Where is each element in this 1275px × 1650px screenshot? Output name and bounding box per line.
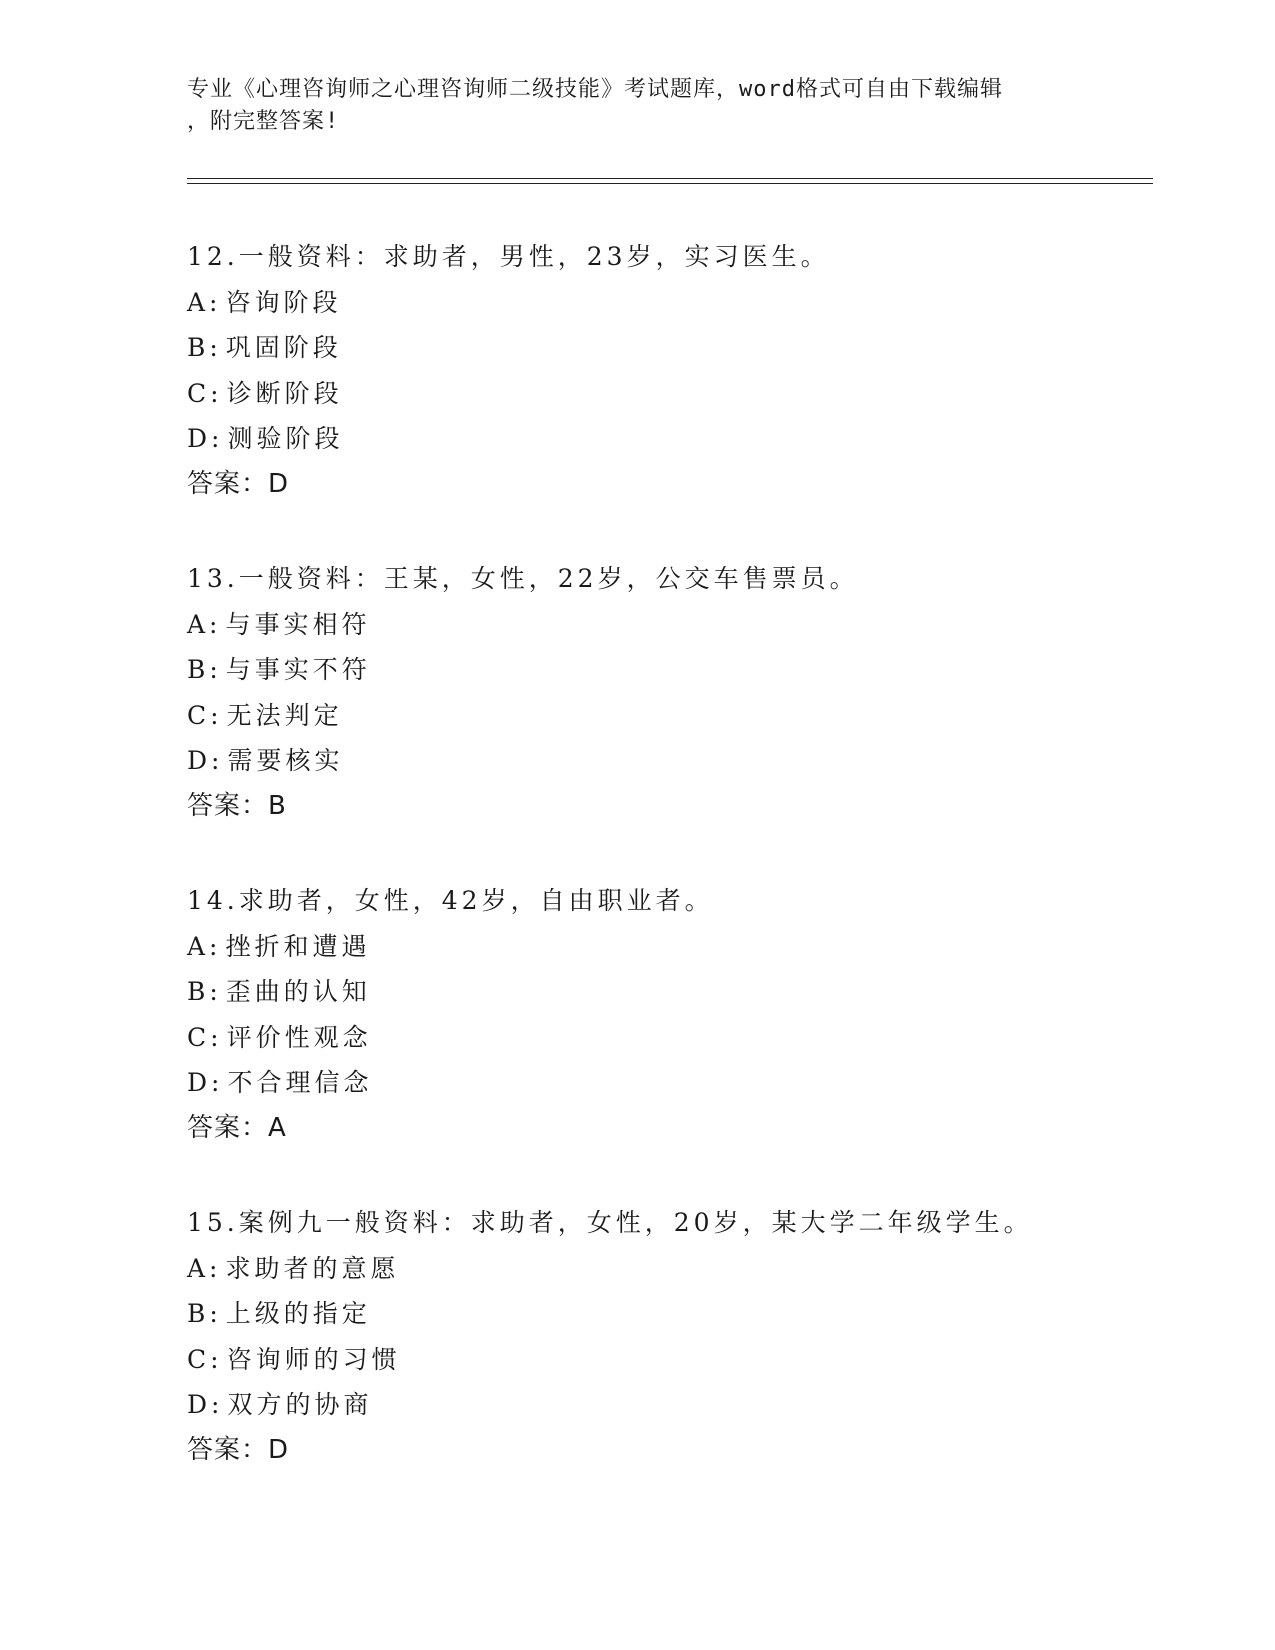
option-text: 歪曲的认知 <box>225 977 371 1006</box>
document-header <box>187 74 1087 138</box>
option-text: 与事实不符 <box>225 655 371 684</box>
option-text: 评价性观念 <box>226 1022 372 1052</box>
option-b <box>187 325 1137 371</box>
option-text: 挫折和遭遇 <box>225 931 371 961</box>
option-a <box>187 924 1137 970</box>
option-letter: B: <box>187 977 222 1006</box>
header-line-1: 专业《心理咨询师之心理咨询师二级技能》考试题库，word格式可自由下载编辑 <box>187 77 1003 102</box>
option-text: 上级的指定 <box>225 1299 371 1328</box>
option-letter: B: <box>187 333 222 362</box>
question-14 <box>187 878 1137 1151</box>
option-b <box>187 969 1137 1015</box>
answer-line: 答案：A <box>187 1112 287 1143</box>
question-12 <box>187 234 1137 507</box>
question-15 <box>187 1200 1137 1473</box>
answer-line: 答案：D <box>187 1434 290 1465</box>
option-letter: C: <box>187 1344 223 1374</box>
option-letter: D: <box>187 1390 224 1419</box>
question-title: 14.求助者，女性，42岁，自由职业者。 <box>187 886 714 915</box>
option-b <box>187 647 1137 693</box>
option-letter: A: <box>187 287 222 317</box>
option-letter: B: <box>187 655 222 684</box>
option-letter: C: <box>187 378 223 408</box>
option-letter: B: <box>187 1299 222 1328</box>
header-line-2: ，附完整答案! <box>187 109 340 134</box>
question-title: 13.一般资料：王某，女性，22岁，公交车售票员。 <box>187 564 859 593</box>
option-c <box>187 1337 1137 1383</box>
option-a <box>187 1246 1137 1292</box>
answer-line: 答案：B <box>187 790 287 821</box>
option-c <box>187 1015 1137 1061</box>
option-letter: C: <box>187 700 223 730</box>
option-d <box>187 1382 1137 1428</box>
option-text: 咨询师的习惯 <box>226 1344 401 1374</box>
option-text: 不合理信念 <box>227 1068 373 1097</box>
header-divider-bottom <box>187 183 1153 184</box>
question-title: 12.一般资料：求助者，男性，23岁，实习医生。 <box>187 242 830 271</box>
question-title: 15.案例九一般资料：求助者，女性，20岁，某大学二年级学生。 <box>187 1208 1033 1237</box>
answer-line: 答案：D <box>187 468 290 499</box>
option-c <box>187 693 1137 739</box>
header-divider-top <box>187 178 1153 179</box>
option-text: 咨询阶段 <box>225 287 342 317</box>
option-a <box>187 280 1137 326</box>
option-letter: D: <box>187 746 224 775</box>
option-b <box>187 1291 1137 1337</box>
option-a <box>187 602 1137 648</box>
option-d <box>187 416 1137 462</box>
option-letter: D: <box>187 1068 224 1097</box>
question-13 <box>187 556 1137 829</box>
option-letter: A: <box>187 609 222 639</box>
option-d <box>187 1060 1137 1106</box>
option-c <box>187 371 1137 417</box>
option-text: 无法判定 <box>226 700 343 730</box>
option-text: 与事实相符 <box>225 609 371 639</box>
option-letter: C: <box>187 1022 223 1052</box>
option-text: 需要核实 <box>227 746 344 775</box>
option-letter: A: <box>187 1253 222 1283</box>
option-text: 巩固阶段 <box>225 333 342 362</box>
option-d <box>187 738 1137 784</box>
option-text: 双方的协商 <box>227 1390 373 1419</box>
option-text: 测验阶段 <box>227 424 344 453</box>
option-letter: D: <box>187 424 224 453</box>
option-text: 诊断阶段 <box>226 378 343 408</box>
option-letter: A: <box>187 931 222 961</box>
option-text: 求助者的意愿 <box>225 1253 400 1283</box>
